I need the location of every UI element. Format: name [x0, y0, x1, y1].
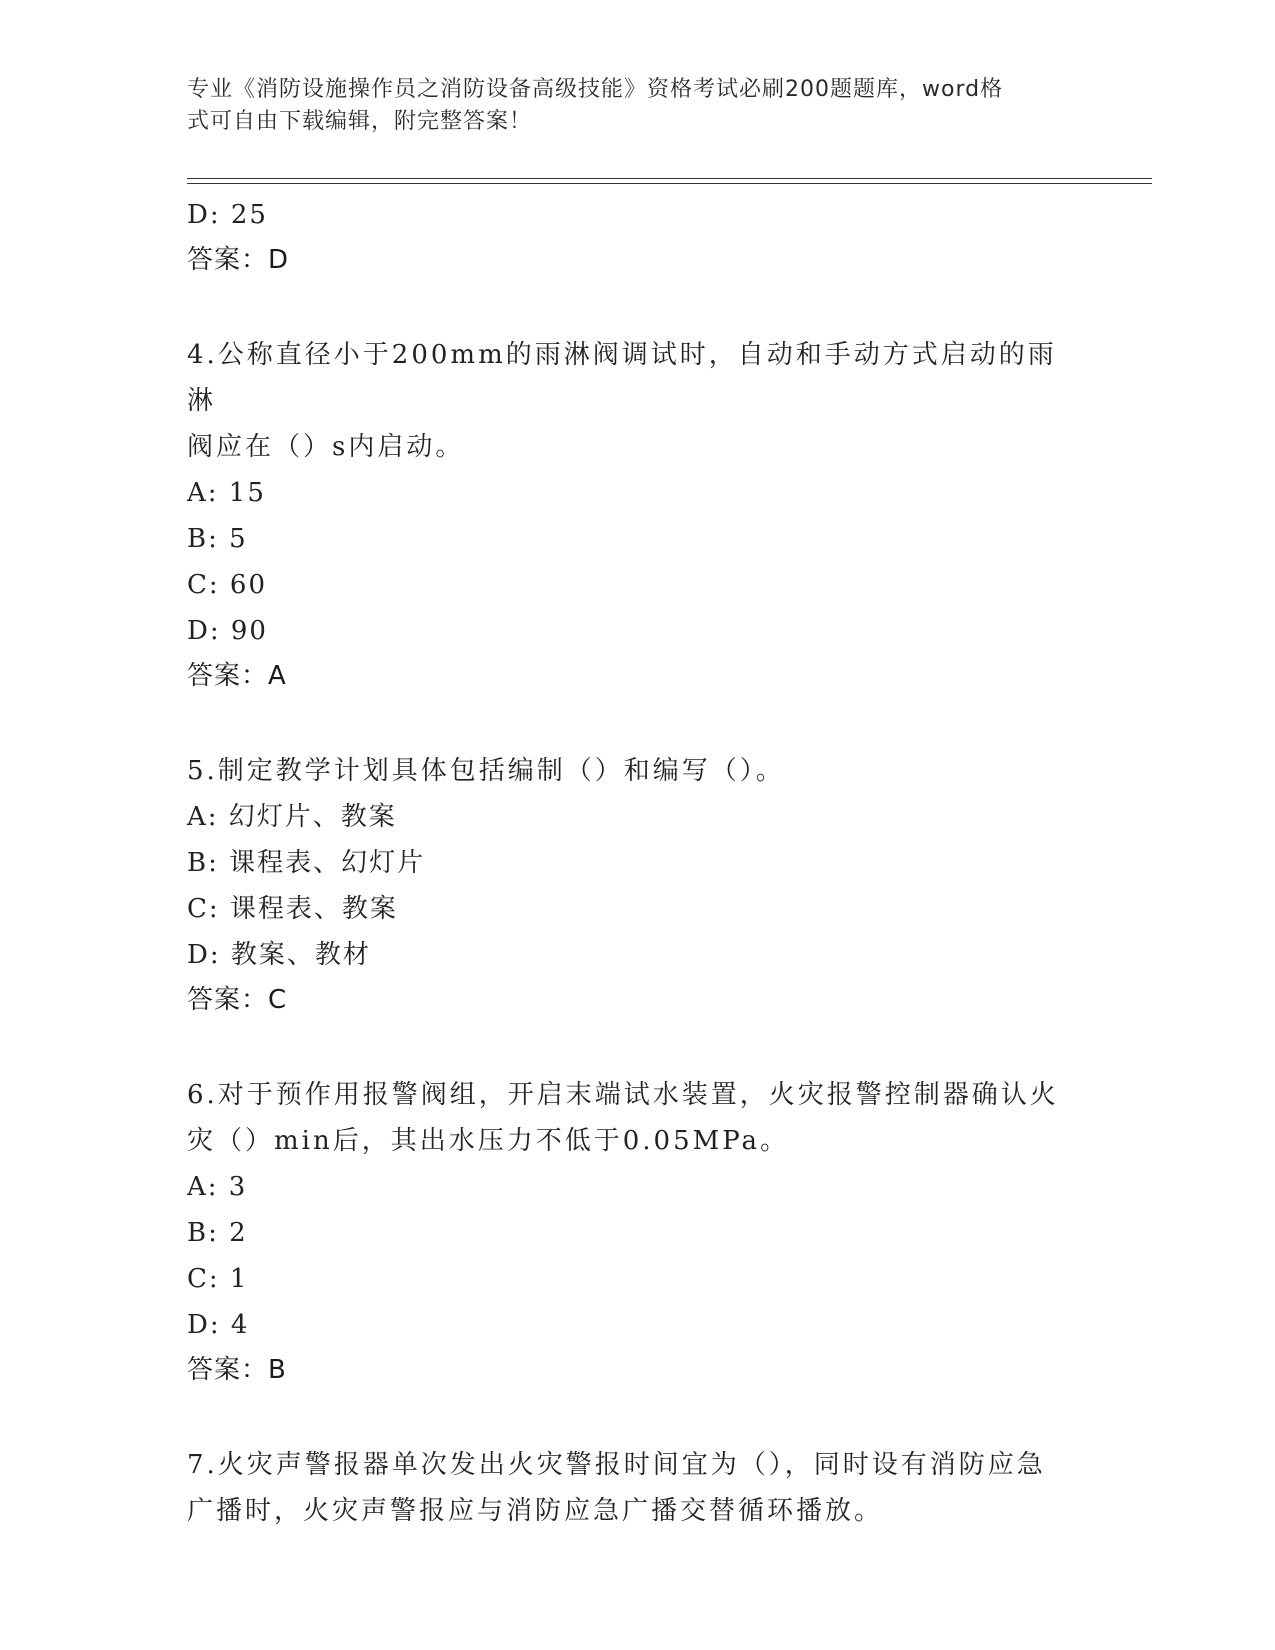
option-b: B: 课程表、幻灯片: [187, 848, 426, 878]
document-header: [187, 74, 1067, 138]
question-text-line-2: 灾（）min后，其出水压力不低于0.05MPa。: [187, 1126, 790, 1156]
option-a: A: 15: [187, 478, 266, 508]
option-d: D: 90: [187, 616, 268, 646]
header-line-1: 专业《消防设施操作员之消防设备高级技能》资格考试必刷200题题库，word格: [187, 77, 1004, 102]
question-text-line-1: 5.制定教学计划具体包括编制（）和编写（）。: [187, 756, 785, 786]
question-text-line-1: 4.公称直径小于200mm的雨淋阀调试时，自动和手动方式启动的雨淋: [187, 340, 1057, 416]
option-d: D: 4: [187, 1310, 250, 1340]
question-text: [187, 1442, 1067, 1534]
question-text-line-2: 广播时，火灾声警报应与消防应急广播交替循环播放。: [187, 1496, 884, 1526]
answer-line: 答案：C: [187, 985, 288, 1015]
spacer: [187, 1022, 1067, 1072]
question-text: [187, 1072, 1067, 1164]
answer-line: 答案：D: [187, 245, 290, 275]
option-d: D: 25: [187, 200, 268, 230]
option-b: B: 5: [187, 524, 248, 554]
spacer: [187, 282, 1067, 332]
spacer: [187, 698, 1067, 748]
question-text: [187, 748, 1067, 794]
answer-line: 答案：A: [187, 661, 287, 691]
question-7: [187, 1442, 1067, 1534]
header-divider-top: [187, 178, 1152, 179]
question-6: [187, 1072, 1067, 1392]
option-a: A: 幻灯片、教案: [187, 802, 397, 832]
header-line-2: 式可自由下载编辑，附完整答案！: [187, 109, 533, 134]
question-4: [187, 332, 1067, 698]
option-b: B: 2: [187, 1218, 248, 1248]
question-list: [187, 192, 1067, 1534]
spacer: [187, 1392, 1067, 1442]
answer-line: 答案：B: [187, 1355, 287, 1385]
option-d: D: 教案、教材: [187, 940, 371, 970]
question-text-line-1: 6.对于预作用报警阀组，开启末端试水装置，火灾报警控制器确认火: [187, 1080, 1059, 1110]
option-c: C: 1: [187, 1264, 249, 1294]
header-divider-bottom: [187, 183, 1152, 184]
question-text-line-1: 7.火灾声警报器单次发出火灾警报时间宜为（），同时设有消防应急: [187, 1450, 1046, 1480]
option-c: C: 60: [187, 570, 268, 600]
option-a: A: 3: [187, 1172, 248, 1202]
question-text-line-2: 阀应在（）s内启动。: [187, 432, 465, 462]
question-text: [187, 332, 1067, 470]
option-c: C: 课程表、教案: [187, 894, 398, 924]
question-fragment: [187, 192, 1067, 282]
question-5: [187, 748, 1067, 1022]
